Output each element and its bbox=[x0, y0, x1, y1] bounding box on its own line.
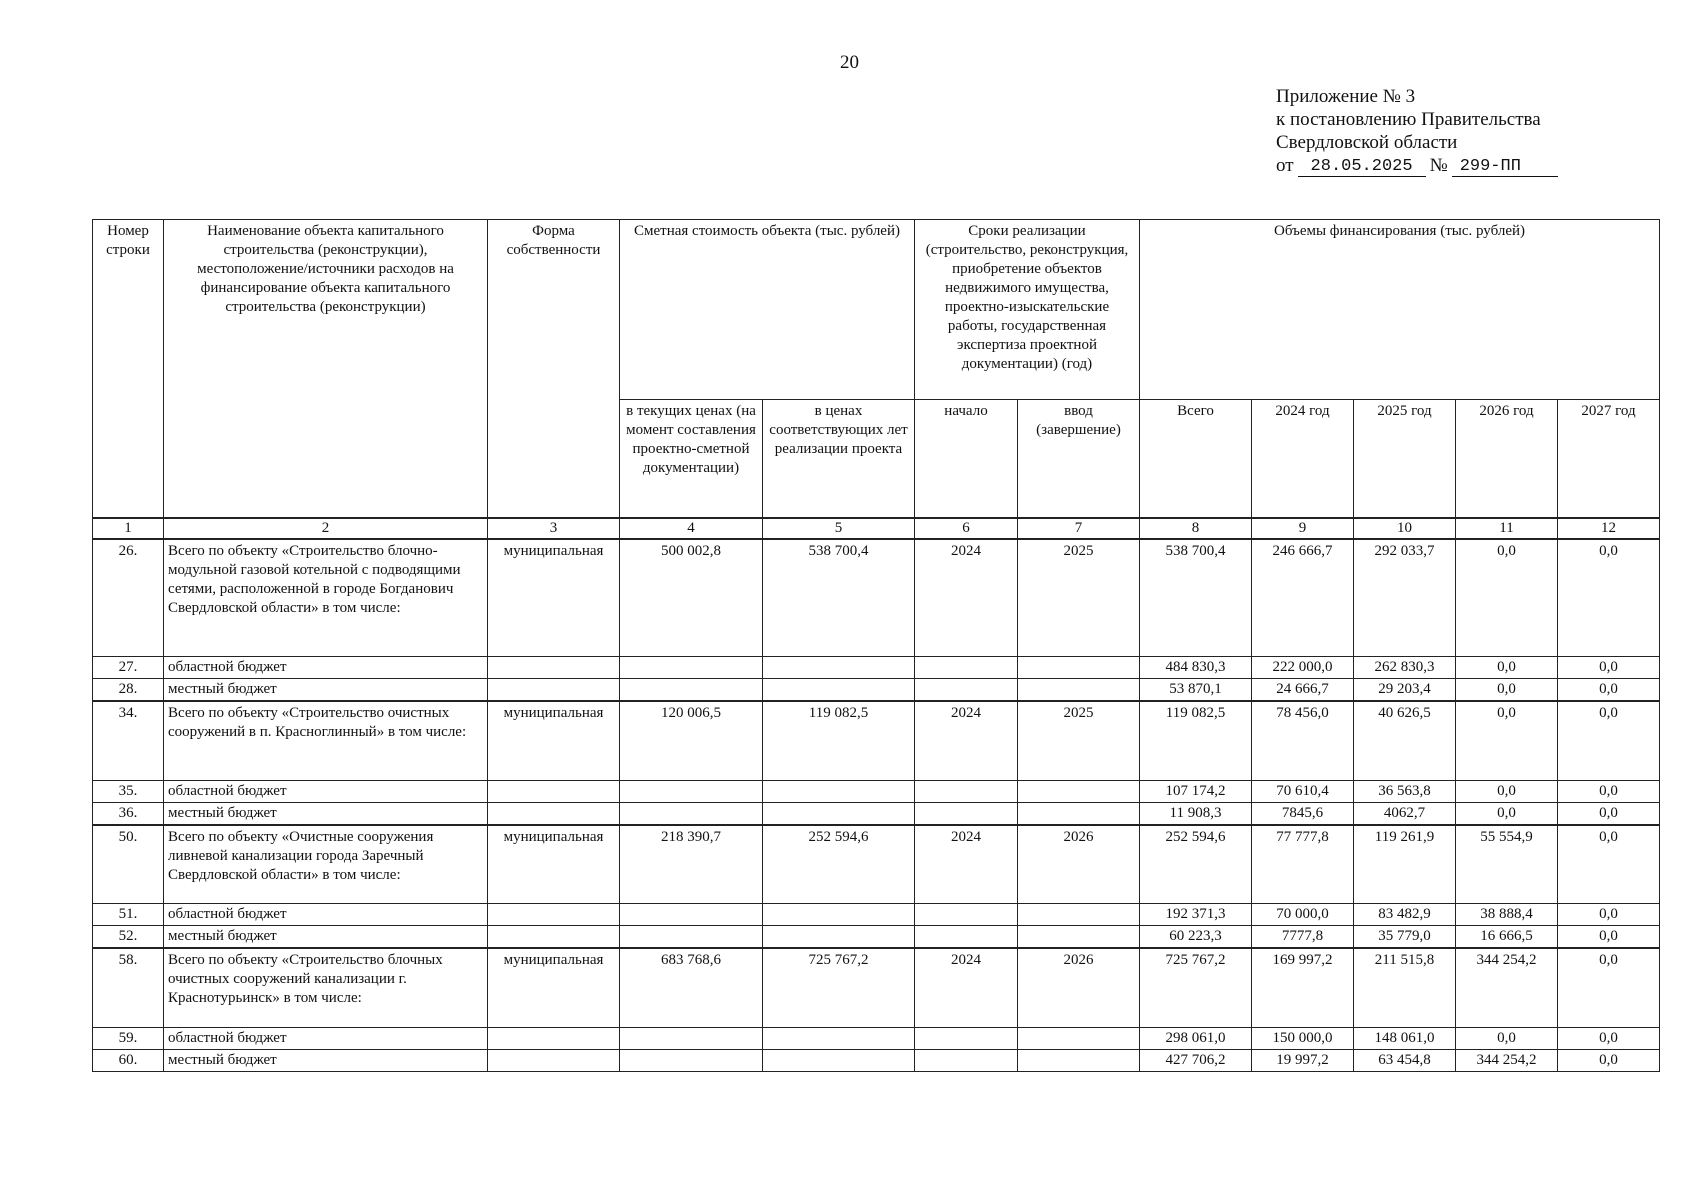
object-name-cell: областной бюджет bbox=[164, 1027, 488, 1049]
appendix-date-row bbox=[1276, 154, 1562, 177]
funding-2025-cell: 292 033,7 bbox=[1354, 539, 1456, 657]
header-finish: ввод (завершение) bbox=[1018, 400, 1140, 518]
funding-2026-cell: 0,0 bbox=[1456, 701, 1558, 780]
funding-2025-cell: 36 563,8 bbox=[1354, 780, 1456, 802]
funding-2025-cell: 148 061,0 bbox=[1354, 1027, 1456, 1049]
funding-2025-cell: 83 482,9 bbox=[1354, 904, 1456, 926]
funding-2027-cell: 0,0 bbox=[1558, 825, 1660, 904]
ownership-cell: муниципальная bbox=[488, 948, 620, 1027]
cost-current-cell bbox=[620, 657, 763, 679]
cost-current-cell bbox=[620, 679, 763, 702]
column-number: 10 bbox=[1354, 518, 1456, 539]
ownership-cell: муниципальная bbox=[488, 701, 620, 780]
header-total: Всего bbox=[1140, 400, 1252, 518]
column-number-row bbox=[93, 518, 1660, 539]
cost-years-cell bbox=[763, 1049, 915, 1071]
header-implementation-terms: Сроки реализации (строительство, реконструкция, приобретение объектов недвижимого имущества, проектно-изыскательские работы, государственная экспертиза проектной документации) (год) bbox=[915, 220, 1140, 400]
cost-current-cell bbox=[620, 780, 763, 802]
object-name-cell: Всего по объекту «Строительство очистных сооружений в п. Красноглинный» в том числе: bbox=[164, 701, 488, 780]
cost-years-cell bbox=[763, 780, 915, 802]
finish-year-cell bbox=[1018, 679, 1140, 702]
funding-2027-cell: 0,0 bbox=[1558, 1027, 1660, 1049]
funding-2026-cell: 0,0 bbox=[1456, 802, 1558, 825]
funding-2026-cell: 38 888,4 bbox=[1456, 904, 1558, 926]
start-year-cell: 2024 bbox=[915, 825, 1018, 904]
funding-2025-cell: 40 626,5 bbox=[1354, 701, 1456, 780]
funding-2026-cell: 0,0 bbox=[1456, 539, 1558, 657]
funding-2024-cell: 7777,8 bbox=[1252, 926, 1354, 949]
financing-table bbox=[92, 219, 1660, 1072]
funding-2024-cell: 19 997,2 bbox=[1252, 1049, 1354, 1071]
funding-2026-cell: 344 254,2 bbox=[1456, 948, 1558, 1027]
funding-2026-cell: 0,0 bbox=[1456, 657, 1558, 679]
cost-current-cell bbox=[620, 904, 763, 926]
start-year-cell: 2024 bbox=[915, 539, 1018, 657]
funding-2024-cell: 70 000,0 bbox=[1252, 904, 1354, 926]
table-row bbox=[93, 1027, 1660, 1049]
object-name-cell: местный бюджет bbox=[164, 802, 488, 825]
ownership-cell bbox=[488, 926, 620, 949]
appendix-resolution: к постановлению Правительства bbox=[1276, 109, 1541, 130]
cost-years-cell bbox=[763, 926, 915, 949]
appendix-title: Приложение № 3 bbox=[1276, 86, 1416, 107]
cost-current-cell bbox=[620, 926, 763, 949]
object-name-cell: местный бюджет bbox=[164, 1049, 488, 1071]
ownership-cell bbox=[488, 780, 620, 802]
funding-2027-cell: 0,0 bbox=[1558, 701, 1660, 780]
funding-2025-cell: 35 779,0 bbox=[1354, 926, 1456, 949]
funding-2024-cell: 7845,6 bbox=[1252, 802, 1354, 825]
total-funding-cell: 60 223,3 bbox=[1140, 926, 1252, 949]
cost-current-cell: 120 006,5 bbox=[620, 701, 763, 780]
start-year-cell bbox=[915, 802, 1018, 825]
funding-2027-cell: 0,0 bbox=[1558, 904, 1660, 926]
total-funding-cell: 484 830,3 bbox=[1140, 657, 1252, 679]
column-number: 3 bbox=[488, 518, 620, 539]
column-number: 2 bbox=[164, 518, 488, 539]
object-name-cell: местный бюджет bbox=[164, 926, 488, 949]
cost-current-cell bbox=[620, 802, 763, 825]
column-number: 12 bbox=[1558, 518, 1660, 539]
header-2026: 2026 год bbox=[1456, 400, 1558, 518]
cost-years-cell: 119 082,5 bbox=[763, 701, 915, 780]
funding-2026-cell: 16 666,5 bbox=[1456, 926, 1558, 949]
funding-2026-cell: 0,0 bbox=[1456, 679, 1558, 702]
funding-2026-cell: 55 554,9 bbox=[1456, 825, 1558, 904]
table-row bbox=[93, 926, 1660, 949]
column-number: 8 bbox=[1140, 518, 1252, 539]
ownership-cell bbox=[488, 904, 620, 926]
cost-current-cell bbox=[620, 1049, 763, 1071]
funding-2025-cell: 211 515,8 bbox=[1354, 948, 1456, 1027]
row-number-cell: 36. bbox=[93, 802, 164, 825]
funding-2025-cell: 4062,7 bbox=[1354, 802, 1456, 825]
object-name-cell: областной бюджет bbox=[164, 657, 488, 679]
table-row bbox=[93, 780, 1660, 802]
header-cost-years: в ценах соответствующих лет реализации проекта bbox=[763, 400, 915, 518]
funding-2025-cell: 63 454,8 bbox=[1354, 1049, 1456, 1071]
funding-2024-cell: 78 456,0 bbox=[1252, 701, 1354, 780]
start-year-cell bbox=[915, 780, 1018, 802]
header-2027: 2027 год bbox=[1558, 400, 1660, 518]
total-funding-cell: 725 767,2 bbox=[1140, 948, 1252, 1027]
object-name-cell: Всего по объекту «Строительство блочных очистных сооружений канализации г. Краснотурьинск» в том числе: bbox=[164, 948, 488, 1027]
finish-year-cell bbox=[1018, 1049, 1140, 1071]
column-number: 7 bbox=[1018, 518, 1140, 539]
row-number-cell: 34. bbox=[93, 701, 164, 780]
funding-2027-cell: 0,0 bbox=[1558, 780, 1660, 802]
start-year-cell: 2024 bbox=[915, 948, 1018, 1027]
cost-years-cell: 252 594,6 bbox=[763, 825, 915, 904]
funding-2027-cell: 0,0 bbox=[1558, 802, 1660, 825]
cost-years-cell: 538 700,4 bbox=[763, 539, 915, 657]
column-number: 6 bbox=[915, 518, 1018, 539]
column-number: 1 bbox=[93, 518, 164, 539]
from-label: от bbox=[1276, 155, 1294, 176]
total-funding-cell: 11 908,3 bbox=[1140, 802, 1252, 825]
object-name-cell: областной бюджет bbox=[164, 904, 488, 926]
table-row bbox=[93, 657, 1660, 679]
funding-2027-cell: 0,0 bbox=[1558, 657, 1660, 679]
ownership-cell bbox=[488, 1027, 620, 1049]
ownership-cell bbox=[488, 657, 620, 679]
row-number-cell: 58. bbox=[93, 948, 164, 1027]
resolution-date: 28.05.2025 bbox=[1298, 158, 1426, 177]
row-number-cell: 28. bbox=[93, 679, 164, 702]
header-estimated-cost: Сметная стоимость объекта (тыс. рублей) bbox=[620, 220, 915, 400]
table-row bbox=[93, 825, 1660, 904]
object-name-cell: местный бюджет bbox=[164, 679, 488, 702]
finish-year-cell bbox=[1018, 780, 1140, 802]
funding-2026-cell: 0,0 bbox=[1456, 780, 1558, 802]
funding-2024-cell: 150 000,0 bbox=[1252, 1027, 1354, 1049]
finish-year-cell: 2025 bbox=[1018, 701, 1140, 780]
object-name-cell: Всего по объекту «Очистные сооружения ливневой канализации города Заречный Свердловской области» в том числе: bbox=[164, 825, 488, 904]
finish-year-cell: 2025 bbox=[1018, 539, 1140, 657]
ownership-cell bbox=[488, 802, 620, 825]
funding-2024-cell: 70 610,4 bbox=[1252, 780, 1354, 802]
column-number: 9 bbox=[1252, 518, 1354, 539]
finish-year-cell: 2026 bbox=[1018, 825, 1140, 904]
start-year-cell bbox=[915, 926, 1018, 949]
funding-2026-cell: 0,0 bbox=[1456, 1027, 1558, 1049]
number-label: № bbox=[1429, 155, 1448, 176]
funding-2024-cell: 222 000,0 bbox=[1252, 657, 1354, 679]
cost-years-cell bbox=[763, 802, 915, 825]
header-row-number: Номер строки bbox=[93, 220, 164, 518]
row-number-cell: 26. bbox=[93, 539, 164, 657]
finish-year-cell bbox=[1018, 657, 1140, 679]
funding-2025-cell: 119 261,9 bbox=[1354, 825, 1456, 904]
object-name-cell: Всего по объекту «Строительство блочно-модульной газовой котельной с подводящими сетями, расположенной в городе Богданович Свердловской области» в том числе: bbox=[164, 539, 488, 657]
funding-2025-cell: 29 203,4 bbox=[1354, 679, 1456, 702]
column-number: 4 bbox=[620, 518, 763, 539]
start-year-cell bbox=[915, 657, 1018, 679]
funding-2027-cell: 0,0 bbox=[1558, 679, 1660, 702]
start-year-cell bbox=[915, 1049, 1018, 1071]
start-year-cell bbox=[915, 904, 1018, 926]
row-number-cell: 51. bbox=[93, 904, 164, 926]
appendix-region: Свердловской области bbox=[1276, 132, 1458, 153]
table-row bbox=[93, 802, 1660, 825]
ownership-cell: муниципальная bbox=[488, 825, 620, 904]
header-row-1 bbox=[93, 220, 1660, 400]
total-funding-cell: 252 594,6 bbox=[1140, 825, 1252, 904]
funding-2027-cell: 0,0 bbox=[1558, 948, 1660, 1027]
total-funding-cell: 298 061,0 bbox=[1140, 1027, 1252, 1049]
funding-2027-cell: 0,0 bbox=[1558, 926, 1660, 949]
table-row bbox=[93, 679, 1660, 702]
table-row bbox=[93, 1049, 1660, 1071]
total-funding-cell: 53 870,1 bbox=[1140, 679, 1252, 702]
finish-year-cell bbox=[1018, 802, 1140, 825]
object-name-cell: областной бюджет bbox=[164, 780, 488, 802]
column-number: 11 bbox=[1456, 518, 1558, 539]
ownership-cell: муниципальная bbox=[488, 539, 620, 657]
funding-2026-cell: 344 254,2 bbox=[1456, 1049, 1558, 1071]
funding-2024-cell: 77 777,8 bbox=[1252, 825, 1354, 904]
cost-years-cell bbox=[763, 657, 915, 679]
funding-2024-cell: 169 997,2 bbox=[1252, 948, 1354, 1027]
resolution-number: 299-ПП bbox=[1452, 158, 1558, 177]
row-number-cell: 60. bbox=[93, 1049, 164, 1071]
header-funding-volumes: Объемы финансирования (тыс. рублей) bbox=[1140, 220, 1660, 400]
header-start: начало bbox=[915, 400, 1018, 518]
row-number-cell: 59. bbox=[93, 1027, 164, 1049]
funding-2027-cell: 0,0 bbox=[1558, 539, 1660, 657]
row-number-cell: 35. bbox=[93, 780, 164, 802]
cost-years-cell bbox=[763, 679, 915, 702]
start-year-cell bbox=[915, 679, 1018, 702]
row-number-cell: 52. bbox=[93, 926, 164, 949]
cost-current-cell: 683 768,6 bbox=[620, 948, 763, 1027]
finish-year-cell bbox=[1018, 926, 1140, 949]
finish-year-cell: 2026 bbox=[1018, 948, 1140, 1027]
total-funding-cell: 119 082,5 bbox=[1140, 701, 1252, 780]
cost-current-cell bbox=[620, 1027, 763, 1049]
start-year-cell bbox=[915, 1027, 1018, 1049]
funding-2025-cell: 262 830,3 bbox=[1354, 657, 1456, 679]
header-cost-current: в текущих ценах (на момент составления проектно-сметной документации) bbox=[620, 400, 763, 518]
funding-2027-cell: 0,0 bbox=[1558, 1049, 1660, 1071]
funding-2024-cell: 24 666,7 bbox=[1252, 679, 1354, 702]
ownership-cell bbox=[488, 1049, 620, 1071]
cost-years-cell bbox=[763, 904, 915, 926]
total-funding-cell: 538 700,4 bbox=[1140, 539, 1252, 657]
cost-years-cell bbox=[763, 1027, 915, 1049]
row-number-cell: 27. bbox=[93, 657, 164, 679]
total-funding-cell: 427 706,2 bbox=[1140, 1049, 1252, 1071]
table-row bbox=[93, 904, 1660, 926]
start-year-cell: 2024 bbox=[915, 701, 1018, 780]
header-2024: 2024 год bbox=[1252, 400, 1354, 518]
funding-2024-cell: 246 666,7 bbox=[1252, 539, 1354, 657]
row-number-cell: 50. bbox=[93, 825, 164, 904]
cost-current-cell: 500 002,8 bbox=[620, 539, 763, 657]
page-number: 20 bbox=[840, 52, 859, 73]
header-2025: 2025 год bbox=[1354, 400, 1456, 518]
cost-current-cell: 218 390,7 bbox=[620, 825, 763, 904]
appendix-block bbox=[1276, 85, 1562, 177]
finish-year-cell bbox=[1018, 1027, 1140, 1049]
header-object-name: Наименование объекта капитального строительства (реконструкции), местоположение/источники расходов на финансирование объекта капитального строительства (реконструкции) bbox=[164, 220, 488, 518]
total-funding-cell: 107 174,2 bbox=[1140, 780, 1252, 802]
header-ownership: Форма собственности bbox=[488, 220, 620, 518]
total-funding-cell: 192 371,3 bbox=[1140, 904, 1252, 926]
table-row bbox=[93, 539, 1660, 657]
cost-years-cell: 725 767,2 bbox=[763, 948, 915, 1027]
finish-year-cell bbox=[1018, 904, 1140, 926]
table-row bbox=[93, 701, 1660, 780]
ownership-cell bbox=[488, 679, 620, 702]
column-number: 5 bbox=[763, 518, 915, 539]
table-row bbox=[93, 948, 1660, 1027]
